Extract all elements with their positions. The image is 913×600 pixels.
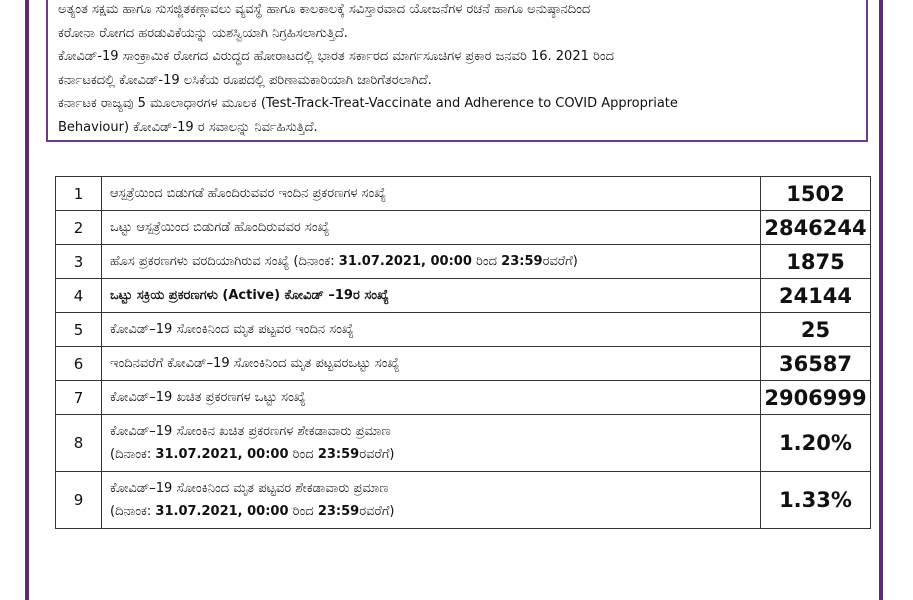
time-text: 23:59: [317, 447, 360, 462]
time-text: 23:59: [501, 254, 543, 269]
row-value: 1502: [761, 177, 871, 211]
row-description: ಕೋವಿಡ್–19 ಖಚಿತ ಪ್ರಕರಣಗಳ ಒಟ್ಟು ಸಂಖ್ಯೆ: [102, 381, 761, 415]
intro-line: ಕೋವಿಡ್-19 ಸಾಂಕ್ರಾಮಿಕ ರೋಗದ ವಿರುದ್ಧದ ಹೋರಾಟದಲ್ಲಿ ಭಾರತ ಸರ್ಕಾರದ ಮಾರ್ಗಸೂಚಿಗಳ ಪ್ರಕಾರ ಜನವರಿ 16. 2021 ರಿಂದ: [58, 49, 615, 64]
table-row: [56, 347, 871, 381]
desc-text: ರವರೆಗೆ): [359, 504, 395, 519]
row-description: ಇಂದಿನವರೆಗೆ ಕೋವಿಡ್–19 ಸೋಂಕಿನಿಂದ ಮೃತ ಪಟ್ಟವರಒಟ್ಟು ಸಂಖ್ಯೆ: [102, 347, 761, 381]
desc-text: ಕೋವಿಡ್–19 ಸೋಂಕಿನಿಂದ ಮೃತ ಪಟ್ಟವರ ಶೇಕಡಾವಾರು ಪ್ರಮಾಣ: [110, 481, 389, 496]
table-row: [56, 177, 871, 211]
intro-line: Behaviour) ಕೋವಿಡ್-19 ರ ಸವಾಲನ್ನು ನಿರ್ವಹಿಸುತ್ತಿದೆ.: [58, 119, 318, 135]
desc-text: ಕೋವಿಡ್–19 ಸೋಂಕಿನ ಖಚಿತ ಪ್ರಕರಣಗಳ ಶೇಕಡಾವಾರು ಪ್ರಮಾಣ: [110, 424, 391, 439]
row-description: ಆಸ್ಪತ್ರೆಯಿಂದ ಬಿಡುಗಡೆ ಹೊಂದಿರುವವರ ಇಂದಿನ ಪ್ರಕರಣಗಳ ಸಂಖ್ಯೆ: [102, 177, 761, 211]
row-number: 9: [56, 472, 102, 529]
page-border-right: [879, 0, 883, 600]
desc-text: (ದಿನಾಂಕ:: [110, 447, 156, 462]
row-description: [102, 245, 761, 279]
row-value: 25: [761, 313, 871, 347]
table-row: [56, 381, 871, 415]
row-value: 1.20%: [761, 415, 871, 472]
date-range: [110, 500, 760, 523]
desc-text: ಹೊಸ ಪ್ರಕರಣಗಳು ವರದಿಯಾಗಿರುವ ಸಂಖ್ಯೆ (ದಿನಾಂಕ:: [110, 254, 339, 269]
desc-text: ರವರೆಗೆ): [542, 254, 578, 269]
date-range: [110, 443, 760, 466]
date-text: 31.07.2021, 00:00: [338, 254, 472, 269]
row-value: 36587: [761, 347, 871, 381]
desc-text: ರವರೆಗೆ): [359, 447, 395, 462]
intro-line: ಅತ್ಯಂತ ಸಕ್ಷಮ ಹಾಗೂ ಸುಸಜ್ಜಿತಕಣ್ಗಾವಲು ವ್ಯವಸ್ಥೆ ಹಾಗೂ ಕಾಲಕಾಲಕ್ಕೆ ಸವಿಸ್ತಾರವಾದ ಯೋಜನೆಗಳ ರಚನೆ ಹಾಗೂ ಅನುಷ್ಠಾನದಿಂದ: [58, 2, 591, 17]
intro-line: ಕರೋನಾ ರೋಗದ ಹರಡುವಿಕೆಯನ್ನು ಯಶಸ್ವಿಯಾಗಿ ನಿಗ್ರಹಿಸಲಾಗುತ್ತಿದೆ.: [58, 25, 348, 41]
row-value: 24144: [761, 279, 871, 313]
date-text: 31.07.2021, 00:00: [155, 504, 289, 519]
row-value: 1875: [761, 245, 871, 279]
date-text: 31.07.2021, 00:00: [155, 447, 289, 462]
row-number: 7: [56, 381, 102, 415]
row-description: [102, 472, 761, 529]
intro-line: ಕರ್ನಾಟಕದಲ್ಲಿ ಕೋವಿಡ್-19 ಲಸಿಕೆಯ ರೂಪದಲ್ಲಿ ಪರಿಣಾಮಕಾರಿಯಾಗಿ ಜಾರಿಗೆತರಲಾಗಿದೆ.: [58, 72, 432, 88]
intro-line: ಕರ್ನಾಟಕ ರಾಜ್ಯವು 5 ಮೂಲಾಧಾರಗಳ ಮೂಲಕ (Test-Track-Treat-Vaccinate and Adherence to COVID Appropriate: [58, 96, 678, 111]
desc-text: ರಿಂದ: [471, 254, 502, 269]
row-description: ಒಟ್ಟು ಸಕ್ರಿಯ ಪ್ರಕರಣಗಳು (Active) ಕೋವಿಡ್ –19ರ ಸಂಖ್ಯೆ: [102, 279, 761, 313]
table-row: [56, 472, 871, 529]
row-number: 3: [56, 245, 102, 279]
row-number: 1: [56, 177, 102, 211]
desc-text: ರಿಂದ: [288, 504, 318, 519]
row-number: 4: [56, 279, 102, 313]
table-row: [56, 211, 871, 245]
table-row: [56, 313, 871, 347]
intro-box: [46, 0, 868, 142]
row-value: 1.33%: [761, 472, 871, 529]
desc-text: ರಿಂದ: [288, 447, 318, 462]
row-number: 8: [56, 415, 102, 472]
row-value: 2906999: [761, 381, 871, 415]
row-number: 6: [56, 347, 102, 381]
desc-text: (ದಿನಾಂಕ:: [110, 504, 156, 519]
table-row: [56, 415, 871, 472]
row-value: 2846244: [761, 211, 871, 245]
row-description: ಒಟ್ಟು ಆಸ್ಪತ್ರೆಯಿಂದ ಬಿಡುಗಡೆ ಹೊಂದಿರುವವರ ಸಂಖ್ಯೆ: [102, 211, 761, 245]
row-description: [102, 415, 761, 472]
covid-stats-table: [55, 176, 871, 529]
row-description: ಕೋವಿಡ್–19 ಸೋಂಕಿನಿಂದ ಮೃತ ಪಟ್ಟವರ ಇಂದಿನ ಸಂಖ್ಯೆ: [102, 313, 761, 347]
table-row: [56, 279, 871, 313]
row-number: 2: [56, 211, 102, 245]
row-number: 5: [56, 313, 102, 347]
page-border-left: [25, 0, 29, 600]
time-text: 23:59: [317, 504, 360, 519]
table-row: [56, 245, 871, 279]
